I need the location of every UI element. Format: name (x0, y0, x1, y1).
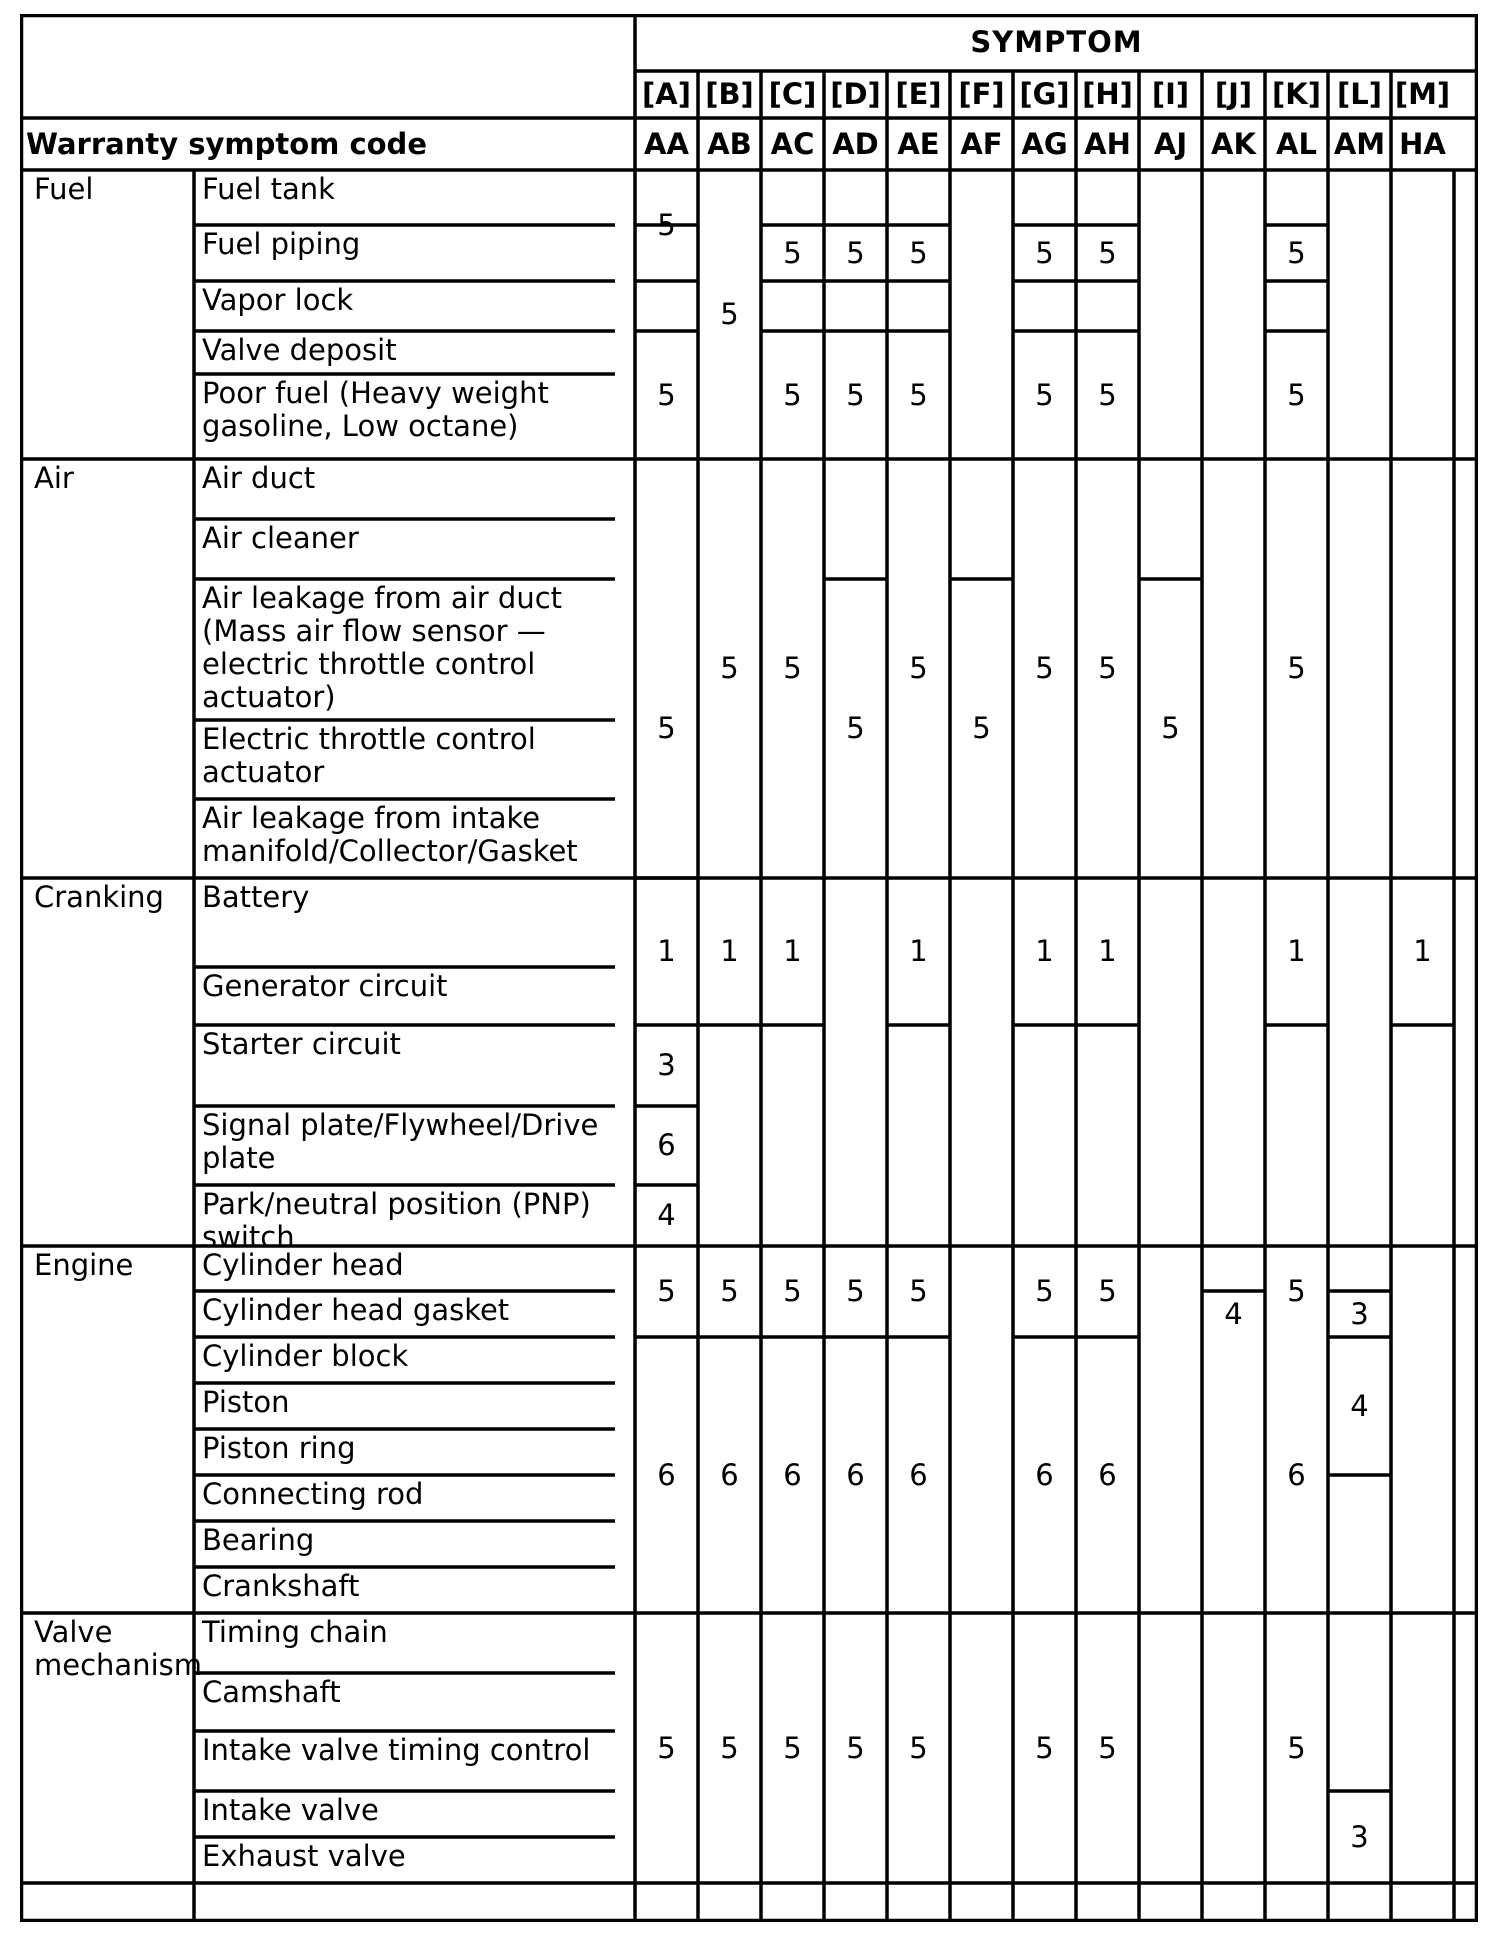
warranty-code: AK (1211, 126, 1256, 161)
symptom-letter: [I] (1151, 77, 1190, 111)
rating-value: 5 (657, 208, 676, 242)
component-label: Cylinder head (202, 1248, 404, 1282)
warranty-code: AL (1276, 126, 1317, 161)
diagnosis-matrix-table (20, 14, 1478, 1922)
warranty-code: AD (832, 126, 879, 161)
component-label: Exhaust valve (202, 1839, 406, 1873)
rating-value: 6 (1098, 1457, 1117, 1492)
rating-value: 6 (657, 1128, 676, 1162)
symptom-letter: [K] (1272, 77, 1321, 111)
symptom-header: SYMPTOM (970, 25, 1143, 59)
component-label: Bearing (202, 1523, 315, 1557)
group-label: Valve mechanism (34, 1615, 202, 1682)
component-label: Air leakage from air duct (Mass air flow sensor — electric throttle control actuator) (202, 581, 563, 714)
rating-value: 5 (657, 1274, 676, 1308)
group-label: Cranking (34, 880, 164, 914)
rating-value: 5 (909, 377, 928, 412)
rating-value: 5 (846, 377, 865, 412)
rating-value: 5 (720, 651, 739, 685)
symptom-letter: [D] (830, 77, 881, 111)
symptom-letter: [A] (642, 77, 691, 111)
warranty-code: AG (1021, 126, 1068, 161)
symptom-letter: [B] (705, 77, 754, 111)
component-label: Connecting rod (202, 1477, 424, 1511)
rating-value: 5 (1098, 651, 1117, 685)
rating-value: 5 (1098, 235, 1117, 270)
component-label: Valve deposit (202, 333, 397, 367)
rating-value: 5 (720, 1730, 739, 1765)
rating-value: 5 (1098, 1274, 1117, 1308)
rating-value: 5 (909, 651, 928, 685)
component-label: Park/neutral position (PNP) switch (202, 1187, 591, 1254)
symptom-letter: [E] (895, 77, 942, 111)
component-label: Generator circuit (202, 969, 448, 1003)
rating-value: 5 (1287, 235, 1306, 270)
rating-value: 3 (657, 1048, 676, 1082)
rating-value: 6 (783, 1457, 802, 1492)
rating-value: 5 (846, 235, 865, 270)
rating-value: 5 (846, 1730, 865, 1765)
rating-value: 5 (1035, 651, 1054, 685)
component-label: Cylinder block (202, 1339, 409, 1373)
rating-value: 5 (1098, 377, 1117, 412)
warranty-code: AB (707, 126, 752, 161)
rating-value: 4 (657, 1198, 676, 1232)
rating-value: 5 (1287, 651, 1306, 685)
component-label: Fuel tank (202, 172, 335, 206)
rating-value: 5 (783, 377, 802, 412)
rating-value: 3 (1350, 1296, 1369, 1331)
component-label: Crankshaft (202, 1569, 360, 1603)
rating-value: 5 (846, 711, 865, 745)
rating-value: 5 (1035, 377, 1054, 412)
component-label: Camshaft (202, 1675, 341, 1709)
rating-value: 6 (1035, 1457, 1054, 1492)
rating-value: 5 (1287, 377, 1306, 412)
rating-value: 3 (1350, 1819, 1369, 1854)
rating-value: 4 (1350, 1388, 1369, 1423)
warranty-code: HA (1399, 126, 1446, 161)
warranty-code: AF (960, 126, 1003, 161)
rating-value: 5 (1098, 1730, 1117, 1765)
rating-value: 1 (783, 934, 802, 968)
rating-value: 6 (1287, 1457, 1306, 1492)
warranty-code: AJ (1153, 126, 1188, 161)
rating-value: 5 (1035, 235, 1054, 270)
component-label: Signal plate/Flywheel/Drive plate (202, 1108, 599, 1175)
rating-value: 6 (846, 1457, 865, 1492)
rating-value: 5 (783, 1274, 802, 1308)
rating-value: 6 (909, 1457, 928, 1492)
rating-value: 1 (657, 934, 676, 968)
rating-value: 1 (1098, 934, 1117, 968)
rating-value: 5 (1287, 1274, 1306, 1308)
component-label: Vapor lock (202, 283, 354, 317)
component-label: Air cleaner (202, 521, 359, 555)
rating-value: 5 (783, 235, 802, 270)
symptom-letter: [J] (1214, 77, 1253, 111)
rating-value: 5 (909, 235, 928, 270)
group-label: Fuel (34, 172, 94, 206)
component-label: Timing chain (202, 1615, 388, 1649)
rating-value: 5 (1161, 711, 1180, 745)
warranty-code: AE (897, 126, 940, 161)
component-label: Piston (202, 1385, 290, 1419)
component-label: Piston ring (202, 1431, 356, 1465)
group-label: Air (34, 461, 74, 495)
rating-value: 5 (720, 1274, 739, 1308)
rating-value: 5 (909, 1730, 928, 1765)
symptom-letter: [L] (1337, 77, 1382, 111)
warranty-code-label: Warranty symptom code (26, 126, 427, 161)
component-label: Starter circuit (202, 1027, 401, 1061)
rating-value: 5 (657, 711, 676, 745)
component-label: Air leakage from intake manifold/Collector/Gasket (202, 801, 578, 868)
component-label: Intake valve timing control (202, 1733, 591, 1767)
rating-value: 6 (657, 1457, 676, 1492)
rating-value: 5 (1287, 1730, 1306, 1765)
component-label: Cylinder head gasket (202, 1293, 510, 1327)
warranty-code: AC (770, 126, 815, 161)
rating-value: 5 (1035, 1730, 1054, 1765)
rating-value: 5 (972, 711, 991, 745)
symptom-letter: [G] (1019, 77, 1070, 111)
rating-value: 1 (1287, 934, 1306, 968)
symptom-letter: [M] (1394, 77, 1451, 111)
rating-value: 1 (909, 934, 928, 968)
rating-value: 1 (1035, 934, 1054, 968)
component-label: Air duct (202, 461, 316, 495)
warranty-code: AA (644, 126, 689, 161)
group-label: Engine (34, 1248, 134, 1282)
rating-value: 1 (720, 934, 739, 968)
rating-value: 6 (720, 1457, 739, 1492)
symptom-letter: [C] (768, 77, 817, 111)
warranty-code: AM (1333, 126, 1386, 161)
symptom-letter: [H] (1082, 77, 1133, 111)
rating-value: 5 (657, 1730, 676, 1765)
component-label: Battery (202, 880, 310, 914)
component-label: Poor fuel (Heavy weight gasoline, Low octane) (202, 376, 549, 443)
rating-value: 5 (657, 377, 676, 412)
rating-value: 4 (1224, 1296, 1243, 1331)
rating-value: 5 (720, 297, 739, 331)
rating-value: 5 (846, 1274, 865, 1308)
rating-value: 5 (783, 1730, 802, 1765)
component-label: Fuel piping (202, 227, 361, 261)
warranty-code: AH (1084, 126, 1131, 161)
symptom-letter: [F] (958, 77, 1005, 111)
rating-value: 1 (1413, 934, 1432, 968)
rating-value: 5 (1035, 1274, 1054, 1308)
component-label: Electric throttle control actuator (202, 722, 536, 789)
component-label: Intake valve (202, 1793, 379, 1827)
rating-value: 5 (909, 1274, 928, 1308)
rating-value: 5 (783, 651, 802, 685)
